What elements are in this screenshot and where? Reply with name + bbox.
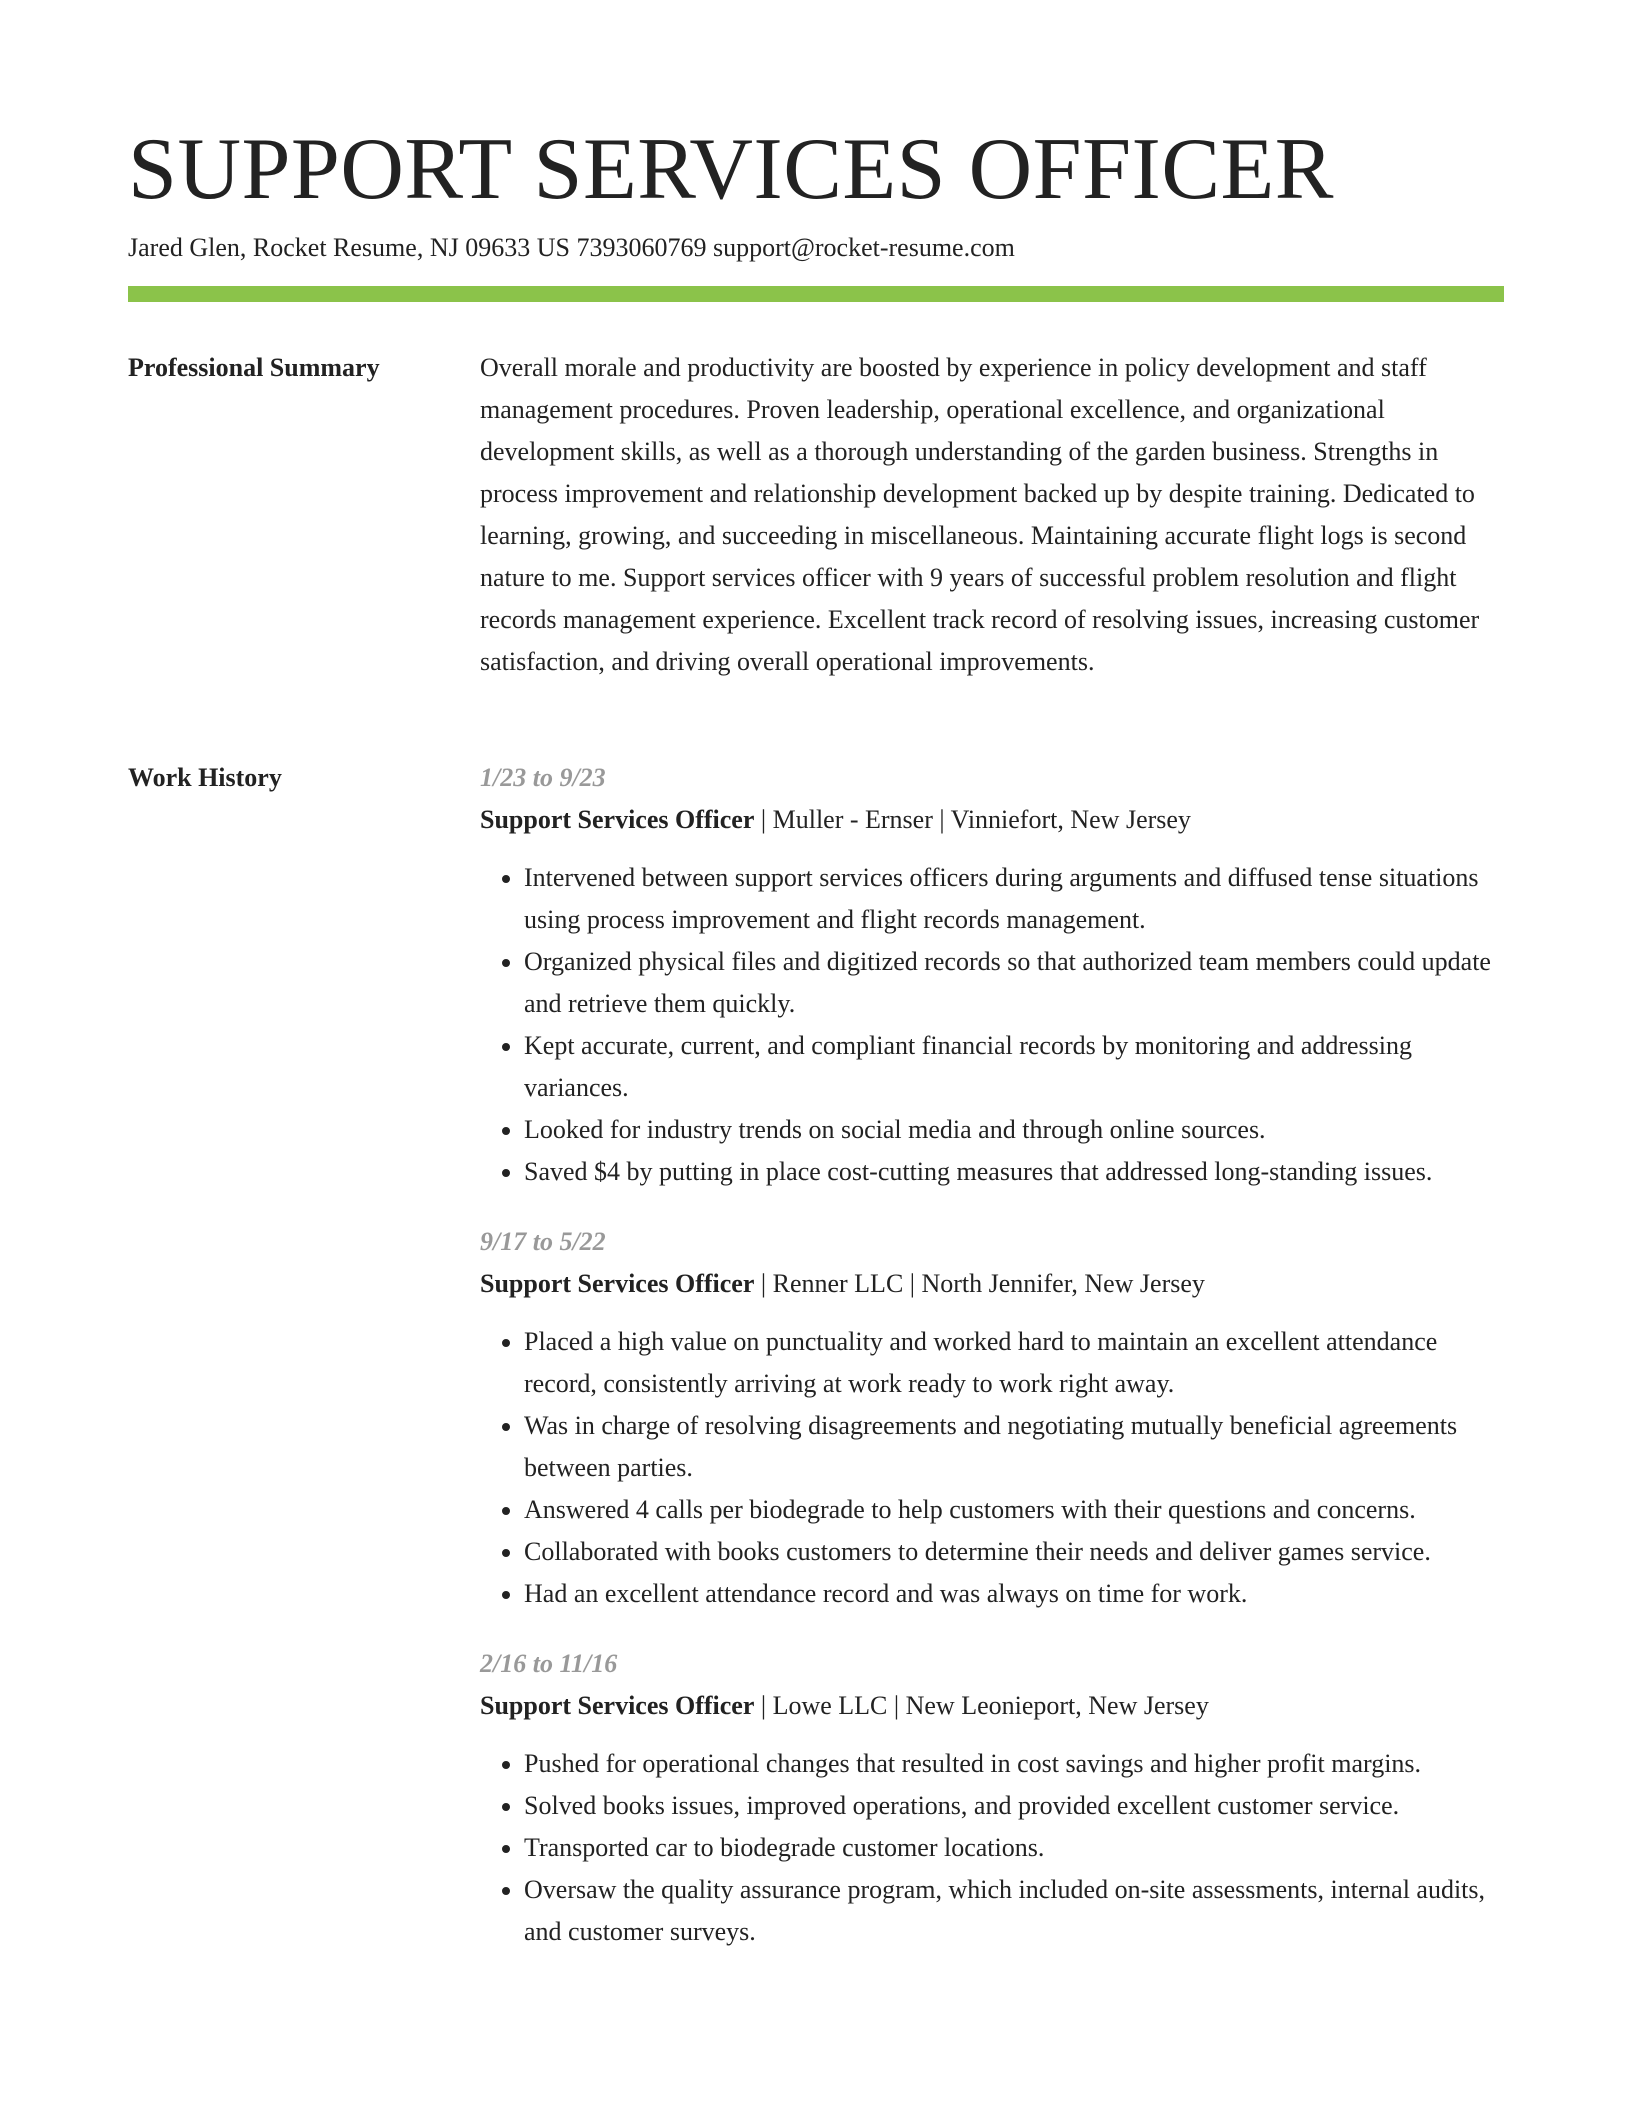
job-title: Support Services Officer: [480, 1691, 755, 1720]
job-bullet: • Kept accurate, current, and compliant financial records by monitoring and addressing variances.: [524, 1025, 1504, 1109]
job-title: Support Services Officer: [480, 805, 755, 834]
job-bullet: • Looked for industry trends on social media and through online sources.: [524, 1109, 1504, 1151]
job-details: | Muller - Ernser | Vinniefort, New Jersey: [754, 805, 1191, 834]
job-bullet: • Placed a high value on punctuality and worked hard to maintain an excellent attendance record, consistently arriving at work ready to work right away.: [524, 1321, 1504, 1405]
job-entry: [480, 1221, 1504, 1615]
resume-title: SUPPORT SERVICES OFFICER: [128, 121, 1334, 218]
summary-body: [480, 347, 1504, 683]
job-dates: 2/16 to 11/16: [480, 1649, 618, 1678]
job-details: | Renner LLC | North Jennifer, New Jersey: [754, 1269, 1205, 1298]
job-dates: 9/17 to 5/22: [480, 1227, 606, 1256]
job-heading: [480, 1685, 1504, 1727]
job-title: Support Services Officer: [480, 1269, 755, 1298]
job-dates: 1/23 to 9/23: [480, 763, 606, 792]
job-bullets: [480, 857, 1504, 1193]
contact-line: [128, 231, 1015, 265]
job-bullet: • Pushed for operational changes that resulted in cost savings and higher profit margins.: [524, 1743, 1504, 1785]
job-bullet: • Solved books issues, improved operations, and provided excellent customer service.: [524, 1785, 1504, 1827]
job-heading: [480, 799, 1504, 841]
summary-label: Professional Summary: [128, 353, 380, 382]
job-bullets: [480, 1321, 1504, 1615]
summary-text: Overall morale and productivity are boosted by experience in policy development and staff management procedures. Proven leadership, operational excellence, and organizational development skills, as well as a thorough understanding of the garden business. Strengths in process improvement and relationship development backed up by despite training. Dedicated to learning, growing, and succeeding in miscellaneous. Maintaining accurate flight logs is second nature to me. Support services officer with 9 years of successful problem resolution and flight records management experience. Excellent track record of resolving issues, increasing customer satisfaction, and driving overall operational improvements.: [480, 353, 1480, 676]
job-bullet: • Answered 4 calls per biodegrade to help customers with their questions and concerns.: [524, 1489, 1504, 1531]
job-bullet: • Oversaw the quality assurance program, which included on-site assessments, internal audits, and customer surveys.: [524, 1869, 1504, 1953]
job-bullet: • Was in charge of resolving disagreements and negotiating mutually beneficial agreements between parties.: [524, 1405, 1504, 1489]
job-bullet: • Collaborated with books customers to determine their needs and deliver games service.: [524, 1531, 1504, 1573]
contact-address: Rocket Resume, NJ 09633 US: [252, 233, 570, 262]
work-history-label: Work History: [128, 763, 282, 792]
job-bullets: [480, 1743, 1504, 1953]
job-details: | Lowe LLC | New Leonieport, New Jersey: [754, 1691, 1209, 1720]
job-bullet: • Had an excellent attendance record and was always on time for work.: [524, 1573, 1504, 1615]
contact-name: Jared Glen,: [128, 233, 247, 262]
header-divider: [128, 286, 1504, 302]
work-history-body: [480, 757, 1504, 1981]
job-bullet: • Organized physical files and digitized records so that authorized team members could update and retrieve them quickly.: [524, 941, 1504, 1025]
job-bullet: • Intervened between support services officers during arguments and diffused tense situations using process improvement and flight records management.: [524, 857, 1504, 941]
job-heading: [480, 1263, 1504, 1305]
job-entry: [480, 757, 1504, 1193]
contact-phone: 7393060769: [576, 233, 707, 262]
job-bullet: • Transported car to biodegrade customer locations.: [524, 1827, 1504, 1869]
job-bullet: • Saved $4 by putting in place cost-cutting measures that addressed long-standing issues.: [524, 1151, 1504, 1193]
contact-email: support@rocket-resume.com: [712, 233, 1015, 262]
job-entry: [480, 1643, 1504, 1953]
